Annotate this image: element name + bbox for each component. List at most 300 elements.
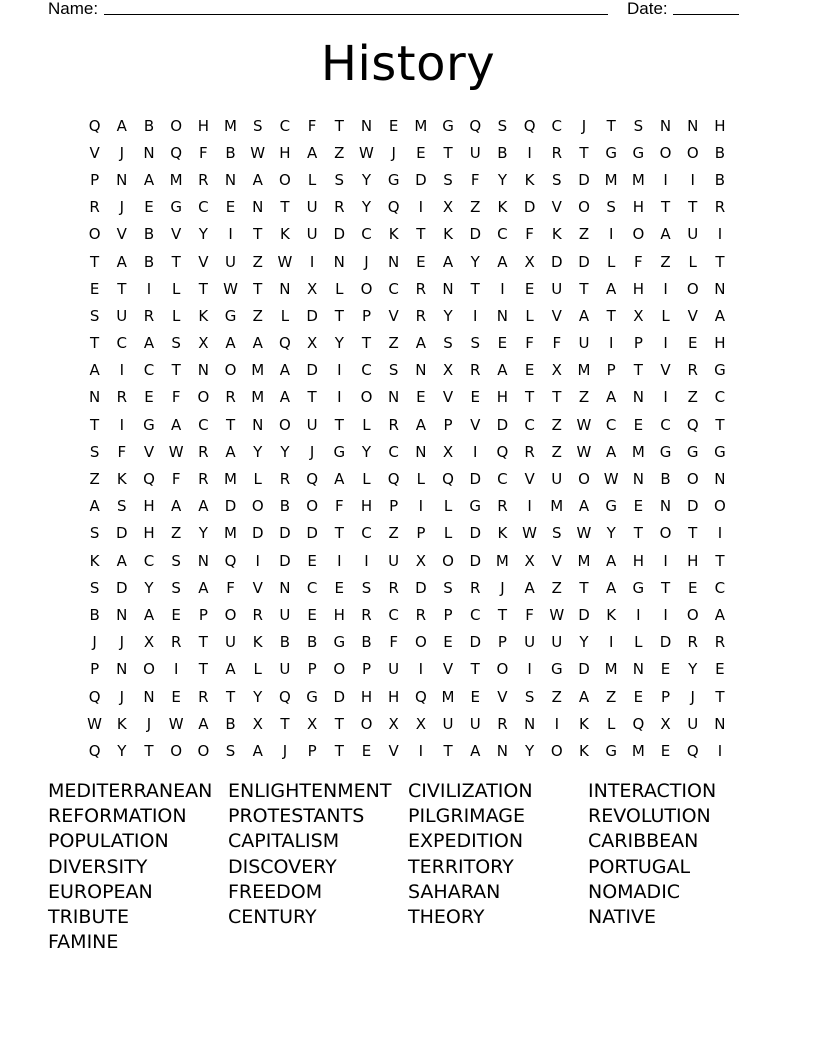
grid-letter[interactable]: E <box>307 605 317 624</box>
grid-letter[interactable]: N <box>88 388 101 407</box>
grid-letter[interactable]: A <box>116 252 127 271</box>
grid-letter[interactable]: J <box>690 687 695 706</box>
grid-letter[interactable]: T <box>579 279 589 298</box>
grid-letter[interactable]: J <box>500 578 505 597</box>
grid-letter[interactable]: O <box>578 198 590 217</box>
grid-letter[interactable]: D <box>523 198 536 217</box>
grid-letter[interactable]: B <box>714 170 726 189</box>
grid-letter[interactable]: G <box>143 415 155 434</box>
grid-letter[interactable]: M <box>631 442 645 461</box>
grid-letter[interactable]: H <box>279 143 291 162</box>
grid-letter[interactable]: U <box>551 279 563 298</box>
grid-letter[interactable]: G <box>659 442 672 461</box>
grid-letter[interactable]: B <box>143 225 155 244</box>
grid-letter[interactable]: S <box>171 334 181 353</box>
grid-letter[interactable]: Z <box>388 524 399 543</box>
grid-letter[interactable]: L <box>171 279 181 298</box>
grid-letter[interactable]: L <box>253 660 262 679</box>
grid-letter[interactable]: R <box>361 605 372 624</box>
grid-letter[interactable]: T <box>334 714 344 733</box>
grid-letter[interactable]: K <box>579 714 589 733</box>
grid-letter[interactable]: Q <box>279 687 291 706</box>
grid-letter[interactable]: E <box>633 415 644 434</box>
grid-letter[interactable]: W <box>576 415 592 434</box>
grid-letter[interactable]: X <box>551 361 562 380</box>
grid-letter[interactable]: T <box>334 306 344 325</box>
grid-letter[interactable]: T <box>144 741 154 760</box>
grid-letter[interactable]: S <box>334 170 345 189</box>
grid-letter[interactable]: O <box>496 660 509 679</box>
grid-letter[interactable]: E <box>660 660 671 679</box>
grid-letter[interactable]: N <box>116 660 128 679</box>
grid-letter[interactable]: T <box>334 524 344 543</box>
grid-letter[interactable]: F <box>171 470 181 489</box>
grid-letter[interactable]: R <box>415 306 427 325</box>
grid-letter[interactable]: T <box>253 225 263 244</box>
grid-letter[interactable]: E <box>687 334 698 353</box>
grid-letter[interactable]: R <box>470 578 481 597</box>
grid-letter[interactable]: E <box>416 143 426 162</box>
grid-letter[interactable]: B <box>306 633 318 652</box>
grid-letter[interactable]: X <box>524 551 535 570</box>
grid-letter[interactable]: Y <box>361 198 372 217</box>
grid-letter[interactable]: F <box>171 388 181 407</box>
grid-letter[interactable]: I <box>119 415 124 434</box>
grid-letter[interactable]: Z <box>551 687 562 706</box>
grid-letter[interactable]: H <box>360 687 373 706</box>
grid-letter[interactable]: D <box>333 225 346 244</box>
grid-letter[interactable]: L <box>335 279 344 298</box>
grid-letter[interactable]: N <box>360 116 373 135</box>
grid-letter[interactable]: V <box>116 225 127 244</box>
grid-letter[interactable]: E <box>361 741 372 760</box>
grid-letter[interactable]: V <box>551 306 562 325</box>
grid-letter[interactable]: C <box>198 198 209 217</box>
grid-letter[interactable]: I <box>527 497 532 516</box>
grid-letter[interactable]: I <box>337 361 342 380</box>
grid-letter[interactable]: U <box>524 633 536 652</box>
grid-letter[interactable]: R <box>687 633 698 652</box>
grid-letter[interactable]: F <box>226 578 235 597</box>
grid-letter[interactable]: I <box>608 633 614 652</box>
grid-letter[interactable]: A <box>578 687 590 706</box>
grid-letter[interactable]: N <box>496 741 509 760</box>
grid-letter[interactable]: S <box>89 306 100 325</box>
grid-letter[interactable]: R <box>714 198 726 217</box>
grid-letter[interactable]: V <box>470 415 481 434</box>
grid-letter[interactable]: A <box>143 605 155 624</box>
grid-letter[interactable]: I <box>663 388 668 407</box>
grid-letter[interactable]: O <box>686 470 699 489</box>
grid-letter[interactable]: R <box>198 470 209 489</box>
grid-letter[interactable]: C <box>116 334 128 353</box>
grid-letter[interactable]: X <box>388 714 399 733</box>
grid-letter[interactable]: C <box>469 605 481 624</box>
grid-letter[interactable]: O <box>333 660 346 679</box>
grid-letter[interactable]: C <box>143 551 155 570</box>
grid-letter[interactable]: V <box>252 578 263 597</box>
grid-letter[interactable]: N <box>523 714 536 733</box>
grid-letter[interactable]: A <box>116 116 127 135</box>
grid-letter[interactable]: J <box>282 741 288 760</box>
grid-letter[interactable]: W <box>223 279 238 298</box>
grid-letter[interactable]: D <box>578 170 590 189</box>
grid-letter[interactable]: E <box>443 633 453 652</box>
grid-letter[interactable]: T <box>443 741 453 760</box>
grid-letter[interactable]: A <box>198 714 209 733</box>
grid-letter[interactable]: R <box>198 170 209 189</box>
grid-letter[interactable]: N <box>714 714 726 733</box>
grid-letter[interactable]: M <box>169 170 183 189</box>
grid-letter[interactable]: A <box>171 497 182 516</box>
grid-letter[interactable]: S <box>89 442 100 461</box>
grid-letter[interactable]: T <box>633 361 643 380</box>
grid-letter[interactable]: Y <box>253 687 263 706</box>
grid-letter[interactable]: Z <box>606 687 617 706</box>
grid-letter[interactable]: K <box>89 551 100 570</box>
grid-letter[interactable]: X <box>442 442 454 461</box>
grid-letter[interactable]: L <box>362 415 371 434</box>
grid-letter[interactable]: T <box>688 198 698 217</box>
grid-letter[interactable]: R <box>198 687 209 706</box>
grid-letter[interactable]: A <box>470 741 481 760</box>
grid-letter[interactable]: L <box>307 170 317 189</box>
grid-letter[interactable]: K <box>279 225 290 244</box>
grid-letter[interactable]: T <box>90 415 100 434</box>
grid-letter[interactable]: K <box>388 225 399 244</box>
grid-letter[interactable]: C <box>714 388 726 407</box>
grid-letter[interactable]: U <box>469 143 481 162</box>
grid-letter[interactable]: C <box>388 279 399 298</box>
grid-letter[interactable]: A <box>660 225 671 244</box>
grid-letter[interactable]: K <box>252 633 263 652</box>
grid-letter[interactable]: B <box>497 143 508 162</box>
grid-letter[interactable]: C <box>660 415 671 434</box>
grid-letter[interactable]: U <box>551 633 563 652</box>
grid-letter[interactable]: G <box>224 306 237 325</box>
grid-letter[interactable]: H <box>632 551 644 570</box>
grid-letter[interactable]: N <box>388 388 400 407</box>
grid-letter[interactable]: L <box>362 470 371 489</box>
grid-letter[interactable]: A <box>578 497 590 516</box>
grid-letter[interactable]: L <box>416 470 426 489</box>
grid-letter[interactable]: X <box>252 714 263 733</box>
grid-letter[interactable]: A <box>252 334 263 353</box>
grid-letter[interactable]: A <box>497 252 508 271</box>
grid-letter[interactable]: U <box>306 225 318 244</box>
grid-letter[interactable]: L <box>443 497 453 516</box>
grid-letter[interactable]: Q <box>686 741 699 760</box>
grid-letter[interactable]: N <box>442 279 454 298</box>
grid-letter[interactable]: J <box>391 143 396 162</box>
grid-letter[interactable]: T <box>715 687 725 706</box>
grid-letter[interactable]: Q <box>143 470 155 489</box>
grid-letter[interactable]: R <box>470 361 481 380</box>
grid-letter[interactable]: Y <box>253 442 263 461</box>
grid-letter[interactable]: A <box>225 660 236 679</box>
grid-letter[interactable]: Q <box>88 116 101 135</box>
grid-letter[interactable]: C <box>361 225 372 244</box>
grid-letter[interactable]: O <box>442 551 454 570</box>
grid-letter[interactable]: U <box>388 660 400 679</box>
grid-letter[interactable]: I <box>337 388 342 407</box>
grid-letter[interactable]: N <box>415 442 427 461</box>
grid-letter[interactable]: M <box>550 497 564 516</box>
grid-letter[interactable]: Y <box>144 578 154 597</box>
grid-letter[interactable]: P <box>661 687 671 706</box>
grid-letter[interactable]: D <box>469 225 481 244</box>
grid-letter[interactable]: M <box>577 361 591 380</box>
grid-letter[interactable]: Z <box>578 388 590 407</box>
grid-letter[interactable]: Y <box>497 170 507 189</box>
grid-letter[interactable]: A <box>252 741 263 760</box>
grid-letter[interactable]: E <box>497 334 508 353</box>
grid-letter[interactable]: S <box>171 578 181 597</box>
grid-letter[interactable]: U <box>578 334 590 353</box>
grid-letter[interactable]: U <box>469 714 481 733</box>
grid-letter[interactable]: I <box>663 334 668 353</box>
grid-letter[interactable]: T <box>470 660 480 679</box>
grid-letter[interactable]: T <box>470 279 480 298</box>
grid-letter[interactable]: I <box>255 551 260 570</box>
grid-letter[interactable]: B <box>660 470 671 489</box>
grid-letter[interactable]: M <box>604 660 618 679</box>
grid-letter[interactable]: D <box>686 497 699 516</box>
grid-letter[interactable]: X <box>660 714 671 733</box>
grid-letter[interactable]: Z <box>334 143 345 162</box>
grid-letter[interactable]: N <box>388 252 400 271</box>
grid-letter[interactable]: I <box>309 252 315 271</box>
grid-letter[interactable]: C <box>714 578 726 597</box>
grid-letter[interactable]: Z <box>470 198 481 217</box>
grid-letter[interactable]: G <box>714 361 726 380</box>
grid-letter[interactable]: I <box>473 306 478 325</box>
grid-letter[interactable]: A <box>279 361 291 380</box>
grid-letter[interactable]: S <box>252 116 263 135</box>
grid-letter[interactable]: A <box>116 551 127 570</box>
grid-letter[interactable]: Q <box>88 687 101 706</box>
grid-letter[interactable]: G <box>306 687 318 706</box>
grid-letter[interactable]: R <box>198 442 209 461</box>
grid-letter[interactable]: G <box>605 741 617 760</box>
grid-letter[interactable]: M <box>414 116 428 135</box>
grid-letter[interactable]: D <box>578 252 590 271</box>
grid-letter[interactable]: A <box>89 497 100 516</box>
grid-letter[interactable]: N <box>279 279 291 298</box>
grid-letter[interactable]: Y <box>198 225 208 244</box>
grid-letter[interactable]: A <box>89 361 100 380</box>
grid-letter[interactable]: X <box>306 714 318 733</box>
grid-letter[interactable]: D <box>578 605 590 624</box>
grid-letter[interactable]: A <box>497 361 508 380</box>
grid-letter[interactable]: R <box>524 442 535 461</box>
grid-letter[interactable]: D <box>551 252 563 271</box>
grid-letter[interactable]: M <box>577 551 591 570</box>
grid-letter[interactable]: D <box>415 578 427 597</box>
grid-letter[interactable]: C <box>143 361 155 380</box>
grid-letter[interactable]: D <box>224 497 237 516</box>
grid-letter[interactable]: D <box>469 524 481 543</box>
grid-letter[interactable]: A <box>143 334 155 353</box>
grid-letter[interactable]: T <box>90 334 100 353</box>
grid-letter[interactable]: U <box>687 714 699 733</box>
grid-letter[interactable]: G <box>469 497 482 516</box>
grid-letter[interactable]: O <box>632 225 645 244</box>
grid-letter[interactable]: E <box>660 741 671 760</box>
grid-letter[interactable]: V <box>198 252 209 271</box>
grid-letter[interactable]: T <box>334 116 344 135</box>
grid-letter[interactable]: L <box>171 306 181 325</box>
grid-letter[interactable]: E <box>144 388 154 407</box>
grid-letter[interactable]: K <box>497 524 508 543</box>
grid-letter[interactable]: V <box>660 361 671 380</box>
grid-letter[interactable]: T <box>552 388 562 407</box>
grid-letter[interactable]: V <box>524 470 535 489</box>
name-blank-line[interactable] <box>104 14 608 15</box>
grid-letter[interactable]: U <box>551 470 563 489</box>
grid-letter[interactable]: G <box>333 442 346 461</box>
grid-letter[interactable]: U <box>442 714 454 733</box>
grid-letter[interactable]: O <box>197 388 210 407</box>
grid-letter[interactable]: F <box>199 143 208 162</box>
grid-letter[interactable]: C <box>605 415 617 434</box>
grid-letter[interactable]: N <box>252 198 264 217</box>
grid-letter[interactable]: S <box>552 524 562 543</box>
grid-letter[interactable]: C <box>361 524 372 543</box>
grid-letter[interactable]: Y <box>198 524 208 543</box>
grid-letter[interactable]: U <box>388 551 400 570</box>
grid-letter[interactable]: R <box>388 578 399 597</box>
grid-letter[interactable]: E <box>687 578 698 597</box>
grid-letter[interactable]: P <box>443 605 453 624</box>
grid-letter[interactable]: E <box>524 361 535 380</box>
grid-letter[interactable]: A <box>442 252 454 271</box>
grid-letter[interactable]: I <box>418 741 424 760</box>
grid-letter[interactable]: P <box>307 741 317 760</box>
grid-letter[interactable]: N <box>116 170 128 189</box>
grid-letter[interactable]: I <box>608 334 614 353</box>
grid-letter[interactable]: Q <box>523 116 536 135</box>
grid-letter[interactable]: V <box>143 442 155 461</box>
grid-letter[interactable]: A <box>171 415 182 434</box>
grid-letter[interactable]: I <box>717 524 723 543</box>
grid-letter[interactable]: A <box>415 415 426 434</box>
date-blank-line[interactable] <box>673 14 739 15</box>
grid-letter[interactable]: D <box>415 170 427 189</box>
grid-letter[interactable]: A <box>334 470 345 489</box>
grid-letter[interactable]: J <box>309 442 315 461</box>
grid-letter[interactable]: J <box>581 116 587 135</box>
grid-letter[interactable]: A <box>252 170 263 189</box>
grid-letter[interactable]: Q <box>170 143 183 162</box>
grid-letter[interactable]: J <box>119 687 124 706</box>
grid-letter[interactable]: C <box>361 361 372 380</box>
grid-letter[interactable]: W <box>87 714 103 733</box>
grid-letter[interactable]: R <box>225 388 236 407</box>
grid-letter[interactable]: B <box>714 143 726 162</box>
grid-letter[interactable]: Z <box>252 252 263 271</box>
grid-letter[interactable]: H <box>632 198 644 217</box>
grid-letter[interactable]: W <box>168 714 184 733</box>
grid-letter[interactable]: I <box>418 497 424 516</box>
grid-letter[interactable]: I <box>527 143 532 162</box>
grid-letter[interactable]: S <box>443 578 453 597</box>
grid-letter[interactable]: B <box>361 633 372 652</box>
grid-letter[interactable]: Q <box>632 714 645 733</box>
grid-letter[interactable]: O <box>686 605 699 624</box>
grid-letter[interactable]: S <box>89 524 100 543</box>
grid-letter[interactable]: G <box>605 143 617 162</box>
grid-letter[interactable]: V <box>388 741 399 760</box>
grid-letter[interactable]: Q <box>306 470 318 489</box>
grid-letter[interactable]: I <box>364 551 369 570</box>
grid-letter[interactable]: I <box>228 225 233 244</box>
grid-letter[interactable]: D <box>251 524 264 543</box>
grid-letter[interactable]: N <box>116 605 128 624</box>
grid-letter[interactable]: X <box>306 279 318 298</box>
grid-letter[interactable]: T <box>688 524 698 543</box>
grid-letter[interactable]: F <box>117 442 127 461</box>
grid-letter[interactable]: R <box>687 361 698 380</box>
grid-letter[interactable]: D <box>116 578 128 597</box>
grid-letter[interactable]: K <box>116 714 127 733</box>
grid-letter[interactable]: R <box>89 198 100 217</box>
grid-letter[interactable]: I <box>608 225 614 244</box>
grid-letter[interactable]: A <box>198 497 209 516</box>
grid-letter[interactable]: C <box>524 415 535 434</box>
grid-letter[interactable]: R <box>714 633 726 652</box>
grid-letter[interactable]: S <box>225 741 236 760</box>
grid-letter[interactable]: Q <box>387 198 400 217</box>
grid-letter[interactable]: H <box>143 497 155 516</box>
grid-letter[interactable]: B <box>225 714 236 733</box>
grid-letter[interactable]: Y <box>443 306 453 325</box>
grid-letter[interactable]: H <box>714 116 726 135</box>
grid-letter[interactable]: L <box>634 633 643 652</box>
grid-letter[interactable]: Z <box>660 252 671 271</box>
grid-letter[interactable]: O <box>578 470 590 489</box>
grid-letter[interactable]: N <box>496 306 509 325</box>
grid-letter[interactable]: J <box>119 143 124 162</box>
grid-letter[interactable]: E <box>89 279 100 298</box>
grid-letter[interactable]: T <box>660 198 671 217</box>
grid-letter[interactable]: N <box>714 279 726 298</box>
grid-letter[interactable]: A <box>578 306 590 325</box>
grid-letter[interactable]: I <box>473 442 478 461</box>
grid-letter[interactable]: N <box>632 388 644 407</box>
grid-letter[interactable]: X <box>415 551 426 570</box>
grid-letter[interactable]: D <box>279 551 291 570</box>
grid-letter[interactable]: K <box>116 470 127 489</box>
grid-letter[interactable]: S <box>552 170 562 189</box>
grid-letter[interactable]: I <box>636 605 641 624</box>
grid-letter[interactable]: R <box>116 388 127 407</box>
grid-letter[interactable]: T <box>253 279 263 298</box>
grid-letter[interactable]: V <box>388 306 399 325</box>
grid-letter[interactable]: W <box>576 442 592 461</box>
grid-letter[interactable]: N <box>197 361 209 380</box>
grid-letter[interactable]: I <box>717 225 723 244</box>
grid-letter[interactable]: E <box>416 388 426 407</box>
grid-letter[interactable]: C <box>388 605 399 624</box>
grid-letter[interactable]: C <box>279 116 291 135</box>
grid-letter[interactable]: K <box>497 198 508 217</box>
grid-letter[interactable]: T <box>443 143 453 162</box>
grid-letter[interactable]: R <box>497 497 508 516</box>
grid-letter[interactable]: S <box>361 578 372 597</box>
grid-letter[interactable]: O <box>279 170 291 189</box>
grid-letter[interactable]: T <box>606 116 616 135</box>
